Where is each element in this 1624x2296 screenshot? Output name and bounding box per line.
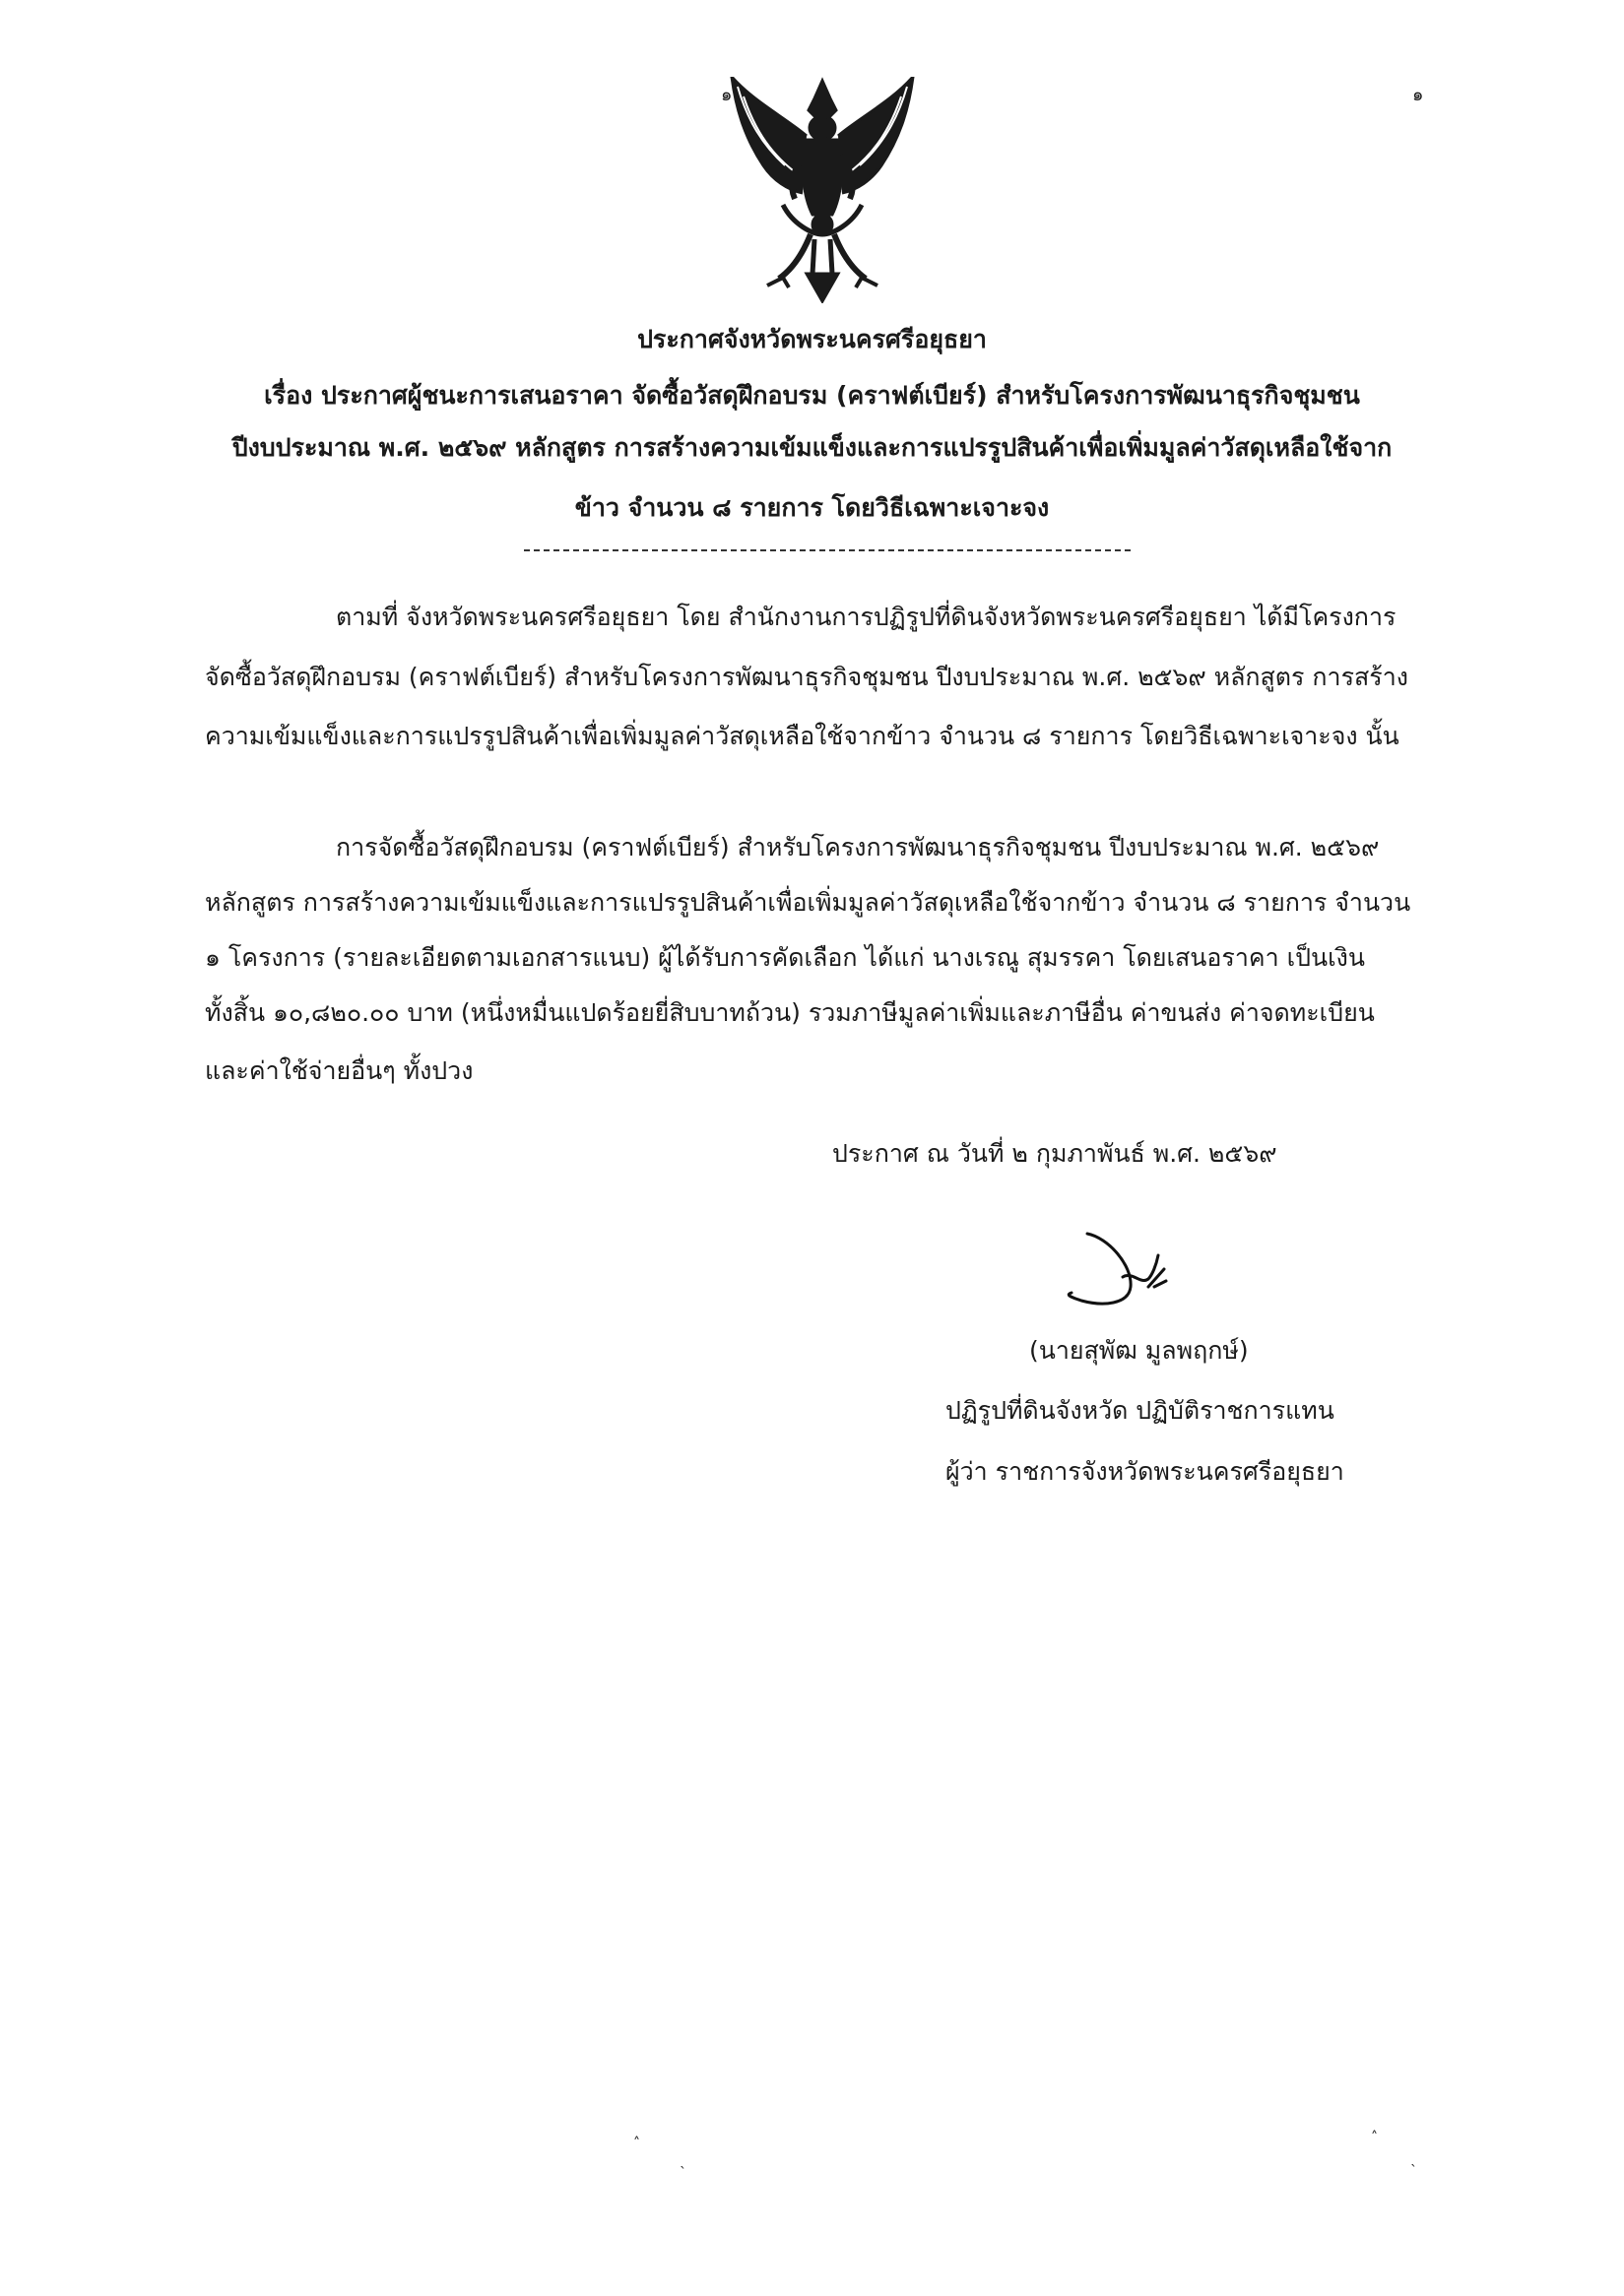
paragraph2-line-1: การจัดซื้อวัสดุฝึกอบรม (คราฟต์เบียร์) สำหรับโครงการพัฒนาธุรกิจชุมชน ปีงบประมาณ พ.ศ. ๒๕๖๙ <box>336 833 1380 861</box>
signatory-position-1: ปฏิรูปที่ดินจังหวัด ปฏิบัติราชการแทน <box>945 1396 1334 1425</box>
separator-line <box>524 549 1131 551</box>
paragraph1-line-2: จัดซื้อวัสดุฝึกอบรม (คราฟต์เบียร์) สำหรับโครงการพัฒนาธุรกิจชุมชน ปีงบประมาณ พ.ศ. ๒๕๖๙ หลักสูตร การสร้าง <box>205 663 1408 691</box>
page-number-right: ๑ <box>1412 85 1424 105</box>
footer-mark-right-2: ˎ <box>1410 2151 1417 2167</box>
subject-line-1: เรื่อง ประกาศผู้ชนะการเสนอราคา จัดซื้อวัสดุฝึกอบรม (คราฟต์เบียร์) สำหรับโครงการพัฒนาธุรกิจชุมชน <box>264 381 1360 410</box>
footer-mark-left-2: ˎ <box>680 2153 686 2169</box>
paragraph2-line-2: หลักสูตร การสร้างความเข้มแข็งและการแปรรูปสินค้าเพื่อเพิ่มมูลค่าวัสดุเหลือใช้จากข้าว จำนวน ๘ รายการ จำนวน <box>205 888 1411 917</box>
page-number-left: ๑ <box>721 85 733 105</box>
subject-line-3: ข้าว จำนวน ๘ รายการ โดยวิธีเฉพาะเจาะจง <box>574 493 1050 522</box>
announcement-date: ประกาศ ณ วันที่ ๒ กุมภาพันธ์ พ.ศ. ๒๕๖๙ <box>832 1139 1277 1168</box>
garuda-emblem-icon <box>724 77 921 303</box>
paragraph1-line-1: ตามที่ จังหวัดพระนครศรีอยุธยา โดย สำนักงานการปฏิรูปที่ดินจังหวัดพระนครศรีอยุธยา ได้มีโครงการ <box>336 603 1397 631</box>
paragraph2-line-5: และค่าใช้จ่ายอื่นๆ ทั้งปวง <box>205 1056 474 1085</box>
paragraph2-line-3: ๑ โครงการ (รายละเอียดตามเอกสารแนบ) ผู้ได้รับการคัดเลือก ได้แก่ นางเรณู สุมรรคา โดยเสนอราคา เป็นเงิน <box>205 943 1365 972</box>
footer-mark-right: ˄ <box>1371 2130 1378 2145</box>
footer-mark-left: ˄ <box>633 2136 640 2151</box>
signatory-name: (นายสุพัฒ มูลพฤกษ์) <box>1029 1336 1249 1365</box>
paragraph1-line-3: ความเข้มแข็งและการแปรรูปสินค้าเพื่อเพิ่มมูลค่าวัสดุเหลือใช้จากข้าว จำนวน ๘ รายการ โดยวิธีเฉพาะเจาะจง นั้น <box>205 722 1399 750</box>
signatory-position-2: ผู้ว่า ราชการจังหวัดพระนครศรีอยุธยา <box>945 1457 1344 1486</box>
subject-line-2: ปีงบประมาณ พ.ศ. ๒๕๖๙ หลักสูตร การสร้างความเข้มแข็งและการแปรรูปสินค้าเพื่อเพิ่มมูลค่าวัสดุเหลือใช้จาก <box>231 433 1393 462</box>
announcement-title: ประกาศจังหวัดพระนครศรีอยุธยา <box>637 325 987 353</box>
handwritten-signature <box>1064 1226 1192 1324</box>
paragraph2-line-4: ทั้งสิ้น ๑๐,๘๒๐.๐๐ บาท (หนึ่งหมื่นแปดร้อยยี่สิบบาทถ้วน) รวมภาษีมูลค่าเพิ่มและภาษีอื่น ค่าขนส่ง ค่าจดทะเบียน <box>205 998 1375 1027</box>
